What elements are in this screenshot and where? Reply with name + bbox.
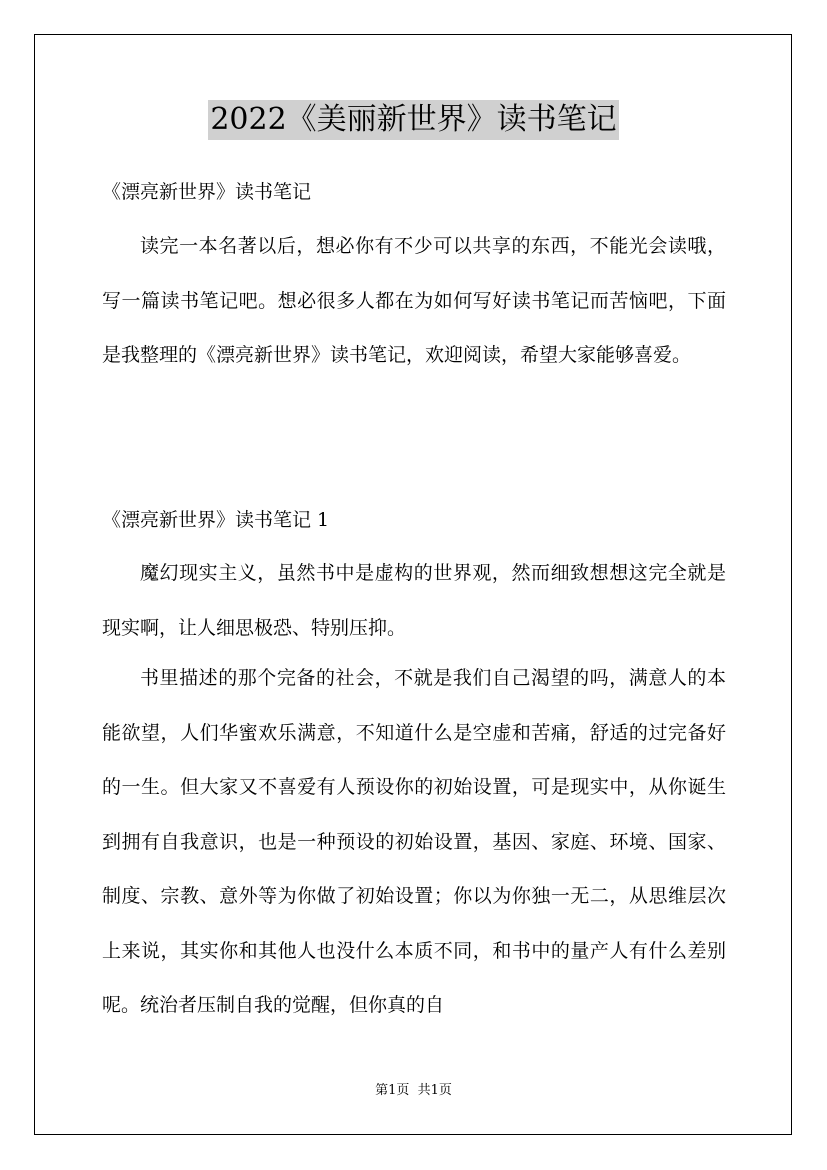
body-paragraph-2: 书里描述的那个完备的社会，不就是我们自己渴望的吗，满意人的本能欲望，人们华蜜欢乐满意，不知道什么是空虚和苦痛，舒适的过完备好的一生。但大家又不喜爱有人预设你的初始设置，可是现实中，从你诞生到拥有自我意识，也是一种预设的初始设置，基因、家庭、环境、国家、制度、宗教、意外等为你做了初始设置；你以为你独一无二，从思维层次上来说，其实你和其他人也没什么本质不同，和书中的量产人有什么差别呢。统治者压制自我的觉醒，但你真的自 xyxy=(102,667,726,1016)
document-title: 2022《美丽新世界》读书笔记 xyxy=(208,100,618,140)
intro-paragraph: 读完一本名著以后，想必你有不少可以共享的东西，不能光会读哦，写一篇读书笔记吧。想必很多人都在为如何写好读书笔记而苦恼吧，下面是我整理的《漂亮新世界》读书笔记，欢迎阅读，希望大家能够喜爱。 xyxy=(102,235,726,366)
page-footer: 第1页 共1页 xyxy=(375,1083,452,1098)
title-container xyxy=(0,100,827,140)
document-subtitle: 《漂亮新世界》读书笔记 xyxy=(102,181,312,203)
section-heading: 《漂亮新世界》读书笔记 1 xyxy=(102,509,330,531)
body-paragraph-1: 魔幻现实主义，虽然书中是虚构的世界观，然而细致想想这完全就是现实啊，让人细思极恐、特别压抑。 xyxy=(102,562,726,639)
